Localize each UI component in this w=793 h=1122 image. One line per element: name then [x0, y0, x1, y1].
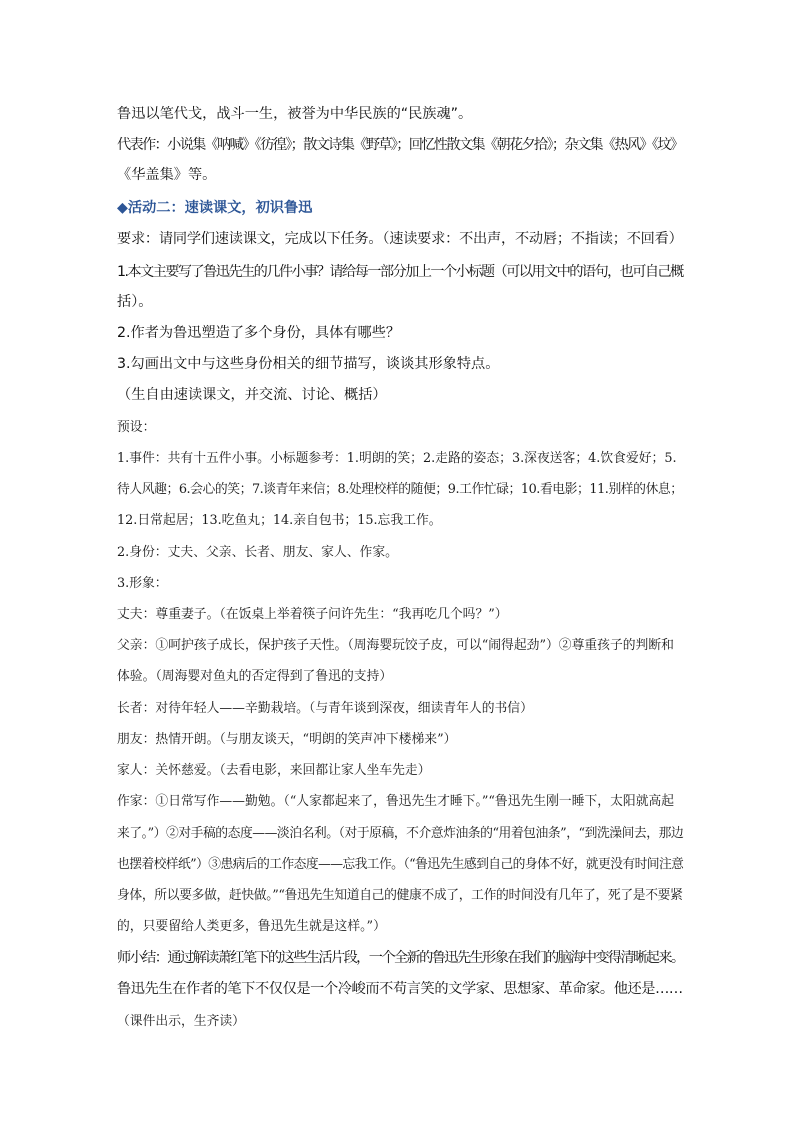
- text-line: （生自由速读课文，并交流、讨论、概括）: [117, 387, 387, 403]
- section-heading: [117, 197, 312, 217]
- diamond-icon: ◆: [117, 200, 128, 216]
- text-line: 3.勾画出文中与这些身份相关的细节描写，谈谈其形象特点。: [117, 356, 500, 372]
- text-line: 丈夫：尊重妻子。（在饭桌上举着筷子问许先生：“我再吃几个吗？”）: [117, 607, 508, 622]
- text-line: 鲁迅以笔代戈，战斗一生，被誉为中华民族的“民族魂”。: [117, 106, 473, 122]
- text-line: 也摆着校样纸”）③患病后的工作态度——忘我工作。（“鲁迅先生感到自己的身体不好，就更没有时间注意: [117, 857, 684, 872]
- text-line: 12.日常起居；13.吃鱼丸；14.亲自包书；15.忘我工作。: [117, 513, 442, 528]
- section-heading-text: 活动二：速读课文，初识鲁迅: [127, 200, 313, 216]
- text-line: 预设：: [117, 420, 156, 435]
- text-line: 1.本文主要写了鲁迅先生的几件小事？请给每一部分加上一个小标题（可以用文中的语句，也可自己概: [117, 264, 683, 280]
- text-line: 作家：①日常写作——勤勉。（“人家都起来了，鲁迅先生才睡下。”“鲁迅先生刚一睡下，太阳就高起: [117, 794, 675, 809]
- text-line: 要求：请同学们速读课文，完成以下任务。（速读要求：不出声，不动唇；不指读；不回看）: [117, 231, 683, 247]
- text-line: 长者：对待年轻人——辛勤栽培。（与青年谈到深夜，细读青年人的书信）: [117, 701, 533, 716]
- text-line: 2.身份：丈夫、父亲、长者、朋友、家人、作家。: [117, 545, 398, 560]
- text-line: 的，只要留给人类更多，鲁迅先生就是这样。”）: [117, 919, 386, 934]
- text-line: 3.形象：: [117, 576, 168, 591]
- text-line: 父亲：①呵护孩子成长，保护孩子天性。（周海婴玩饺子皮，可以“闹得起劲”）②尊重孩子的判断和: [117, 638, 674, 653]
- text-line: 《华盖集》等。: [117, 167, 217, 183]
- text-line: 来了。”）②对手稿的态度——淡泊名利。（对于原稿，不介意炸油条的“用着包油条”，“到洗澡间去，那边: [117, 826, 684, 841]
- text-line: 括）。: [117, 294, 153, 310]
- text-line: 1.事件：共有十五件小事。小标题参考：1.明朗的笑；2.走路的姿态；3.深夜送客；4.饮食爱好；5.: [117, 451, 677, 466]
- text-line: 代表作：小说集《呐喊》《彷徨》；散文诗集《野草》；回忆性散文集《朝花夕拾》；杂文集《热风》《坟》: [117, 137, 683, 153]
- text-line: （课件出示，生齐读）: [117, 1014, 245, 1029]
- text-line: 家人：关怀慈爱。（去看电影，来回都让家人坐车先走）: [117, 763, 431, 778]
- text-line: 2.作者为鲁迅塑造了多个身份，具体有哪些？: [117, 325, 401, 341]
- text-line: 师小结：通过解读萧红笔下的这些生活片段，一个全新的鲁迅先生形象在我们的脑海中变得清晰起来。: [117, 950, 684, 966]
- text-line: 体验。（周海婴对鱼丸的否定得到了鲁迅的支持）: [117, 669, 393, 684]
- text-line: 朋友：热情开朗。（与朋友谈天，“明朗的笑声冲下楼梯来”）: [117, 732, 457, 747]
- text-line: 身体，所以要多做，赶快做。”“鲁迅先生知道自己的健康不成了，工作的时间没有几年了，死了是不要紧: [117, 888, 683, 903]
- text-line: 鲁迅先生在作者的笔下不仅仅是一个冷峻而不苟言笑的文学家、思想家、革命家。他还是……: [117, 981, 683, 997]
- text-line: 待人风趣；6.会心的笑；7.谈青年来信；8.处理校样的随便；9.工作忙碌；10.看电影；11.别样的休息；: [117, 482, 683, 497]
